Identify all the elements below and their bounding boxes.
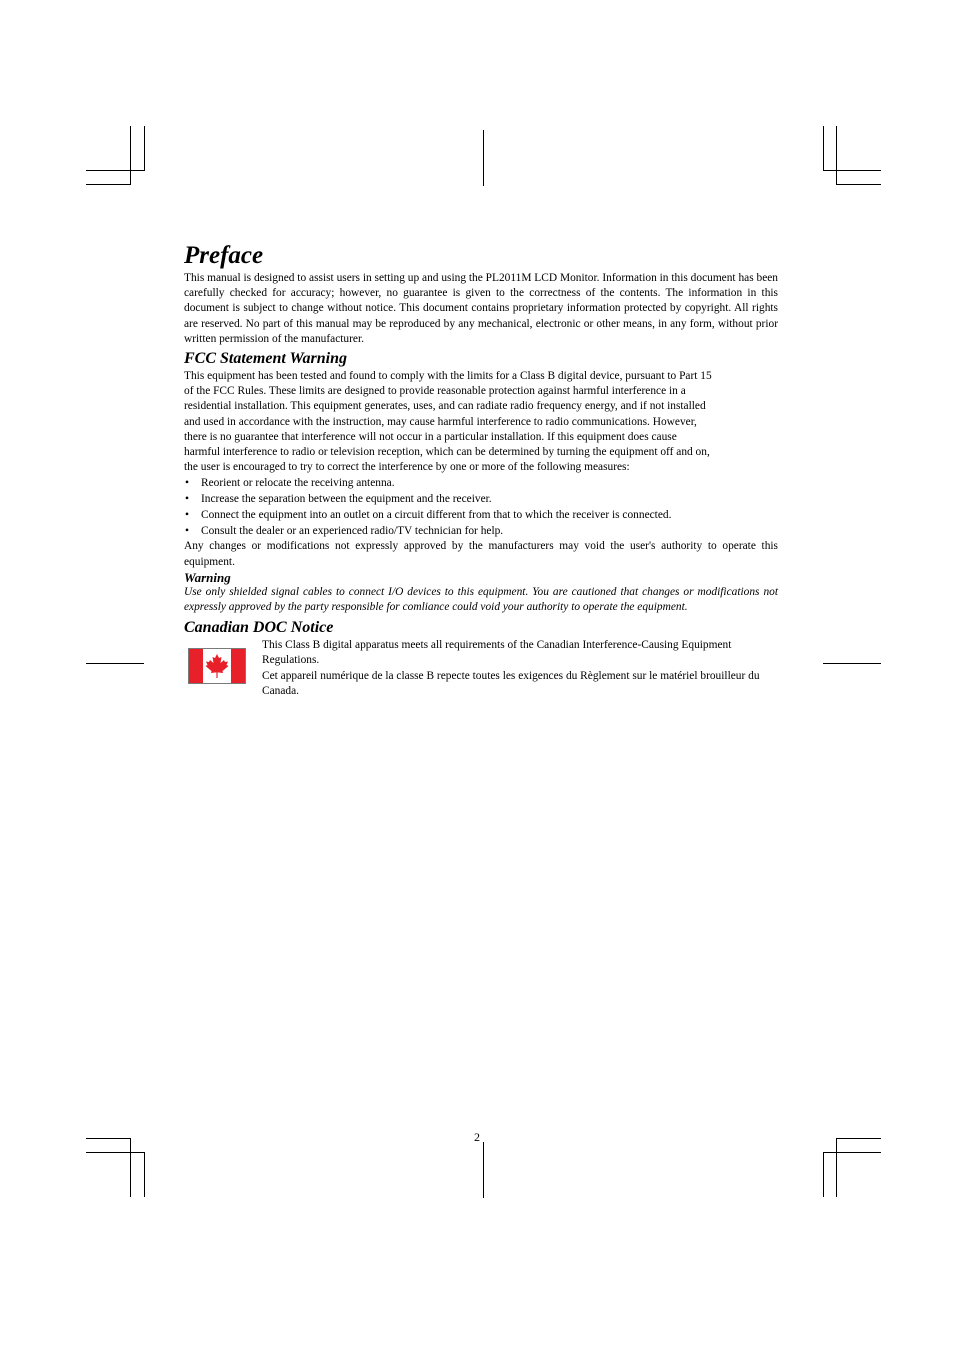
fcc-line: the user is encouraged to try to correct the interference by one or more of the following measures:	[184, 461, 630, 474]
list-item-text: Reorient or relocate the receiving antenna.	[201, 477, 395, 490]
fcc-line: This equipment has been tested and found to comply with the limits for a Class B digital device, pursuant to Part 15	[184, 370, 712, 383]
crop-mark	[823, 126, 824, 171]
crop-mark	[86, 184, 131, 185]
crop-mark	[130, 1138, 131, 1197]
fcc-title: FCC Statement Warning	[184, 350, 348, 368]
fcc-text	[184, 369, 778, 475]
canadian-title: Canadian DOC Notice	[184, 619, 334, 637]
crop-mark	[823, 663, 881, 664]
canadian-french-text: Cet appareil numérique de la classe B repecte toutes les exigences du Règlement sur le matériel brouilleur du Canada.	[262, 669, 760, 697]
crop-mark	[836, 1138, 837, 1197]
list-item-text: Increase the separation between the equipment and the receiver.	[201, 493, 492, 506]
fcc-line: there is no guarantee that interference will not occur in a particular installation. If this equipment does cause	[184, 430, 677, 443]
crop-mark	[144, 1152, 145, 1197]
fcc-line: of the FCC Rules. These limits are designed to provide reasonable protection against harmful interference in a	[184, 385, 686, 398]
list-item-text: Connect the equipment into an outlet on a circuit different from that to which the receiver is connected.	[201, 509, 672, 522]
fcc-line: residential installation. This equipment generates, uses, and can radiate radio frequency energy, and if not installed	[184, 400, 706, 413]
list-item	[184, 475, 778, 491]
warning-title: Warning	[184, 569, 231, 585]
fcc-line: harmful interference to radio or television reception, which can be determined by turning the equipment off and on,	[184, 446, 710, 459]
list-item	[184, 491, 778, 507]
crop-mark	[144, 126, 145, 171]
crop-mark	[86, 1152, 144, 1153]
crop-mark	[836, 1138, 881, 1139]
crop-mark	[823, 170, 881, 171]
warning-text: Use only shielded signal cables to connect I/O devices to this equipment. You are cautioned that changes or modifications not expressly approved by the party responsible for comliance could void your authority to operate the equipment.	[184, 585, 778, 614]
bullet-icon: •	[185, 525, 189, 538]
fcc-changes-text: Any changes or modifications not expressly approved by the manufacturers may void the user's authority to operate this equipment.	[184, 540, 778, 568]
list-item	[184, 523, 778, 539]
fcc-line: and used in accordance with the instruction, may cause harmful interference to radio communications. However,	[184, 415, 697, 428]
crop-mark	[483, 1142, 484, 1198]
crop-mark	[86, 663, 144, 664]
canadian-notice	[184, 638, 778, 699]
canada-flag-icon	[188, 648, 246, 684]
page-content	[184, 240, 778, 699]
preface-title: Preface	[184, 242, 264, 269]
crop-mark	[836, 126, 837, 185]
fcc-measures-list	[184, 475, 778, 539]
crop-mark	[86, 1138, 131, 1139]
page-number: 2	[474, 1130, 480, 1144]
bullet-icon: •	[185, 509, 189, 522]
bullet-icon: •	[185, 477, 189, 490]
crop-mark	[823, 1152, 881, 1153]
crop-mark	[483, 130, 484, 186]
bullet-icon: •	[185, 493, 189, 506]
crop-mark	[836, 184, 881, 185]
canadian-text	[262, 638, 778, 699]
crop-mark	[823, 1152, 824, 1197]
canadian-english-text: This Class B digital apparatus meets all requirements of the Canadian Interference-Causing Equipment Regulations.	[262, 639, 732, 667]
list-item	[184, 507, 778, 523]
crop-mark	[130, 126, 131, 185]
crop-mark	[86, 170, 144, 171]
preface-text: This manual is designed to assist users in setting up and using the PL2011M LCD Monitor. Information in this document has been carefully checked for accuracy; however, no guarantee is given to the correctness of the contents. The information in this document is subject to change without notice. This document contains proprietary information protected by copyright. All rights are reserved. No part of this manual may be reproduced by any mechanical, electronic or other means, in any form, without prior written permission of the manufacturer.	[184, 272, 778, 345]
list-item-text: Consult the dealer or an experienced radio/TV technician for help.	[201, 525, 504, 538]
